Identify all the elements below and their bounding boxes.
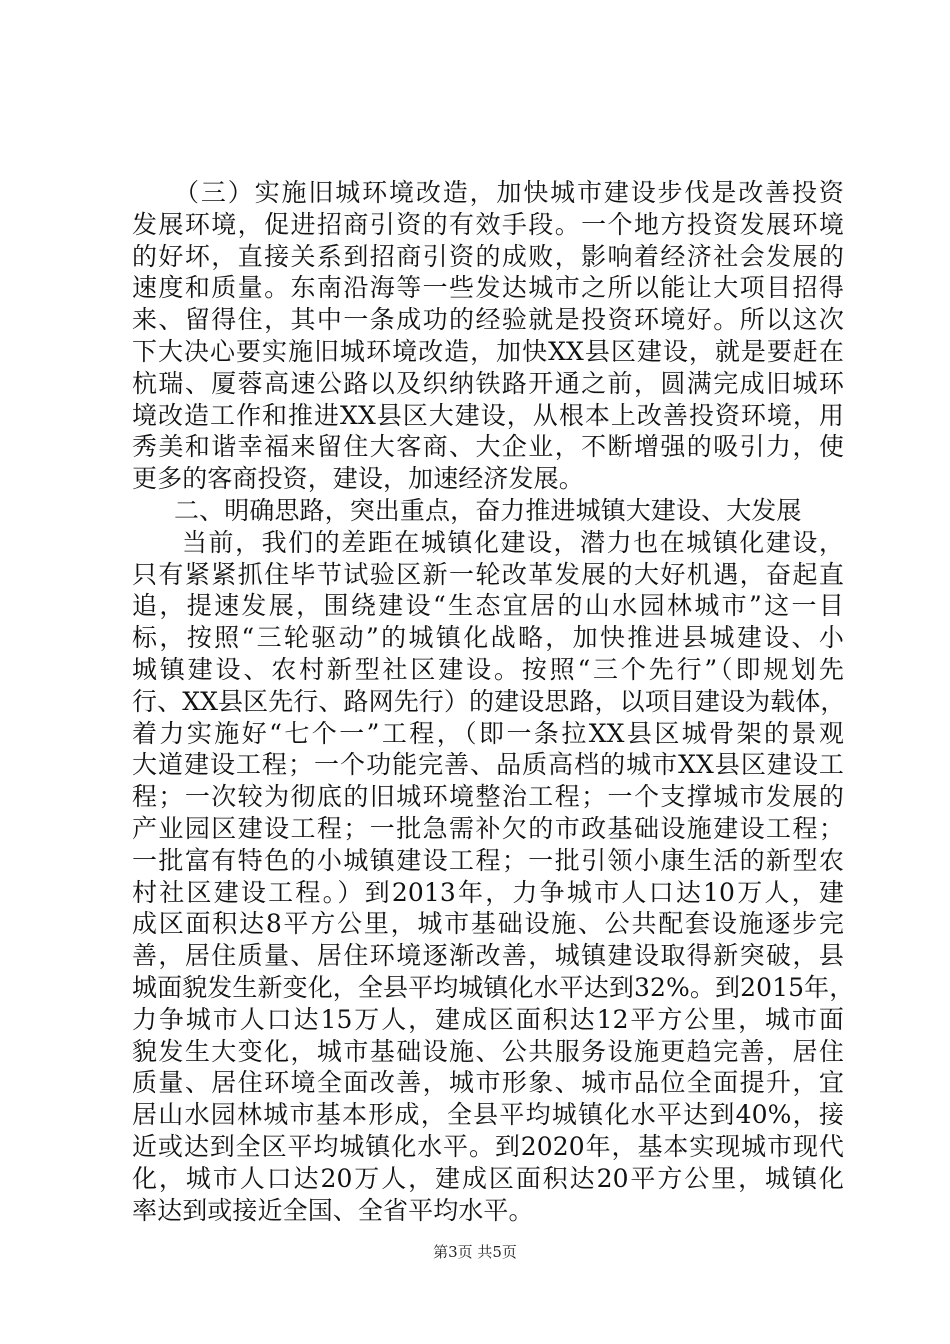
text-line: 一批富有特色的小城镇建设工程；一批引领小康生活的新型农 [132,845,844,875]
text-line: 质量、居住环境全面改善，城市形象、城市品位全面提升，宜 [132,1068,844,1098]
text-line: 境改造工作和推进XX县区大建设，从根本上改善投资环境，用 [132,400,844,430]
text-line: 标，按照“三轮驱动”的城镇化战略，加快推进县城建设、小 [132,623,844,653]
text-line: 速度和质量。东南沿海等一些发达城市之所以能让大项目招得 [132,273,844,303]
text-line: 追，提速发展，围绕建设“生态宜居的山水园林城市”这一目 [132,591,844,621]
text-line: 化，城市人口达20万人，建成区面积达20平方公里，城镇化 [132,1163,844,1193]
text-line: 只有紧紧抓住毕节试验区新一轮改革发展的大好机遇，奋起直 [132,559,844,589]
text-line: 下大决心要实施旧城环境改造，加快XX县区建设，就是要赶在 [132,336,844,366]
text-line: 产业园区建设工程；一批急需补欠的市政基础设施建设工程； [132,813,844,843]
text-line: 城镇建设、农村新型社区建设。按照“三个先行”（即规划先 [132,654,844,684]
text-line: 率达到或接近全国、全省平均水平。 [132,1195,534,1225]
text-line: 成区面积达8平方公里，城市基础设施、公共配套设施逐步完 [132,909,844,939]
text-line: 居山水园林城市基本形成，全县平均城镇化水平达到40%，接 [132,1100,844,1130]
text-line: 来、留得住，其中一条成功的经验就是投资环境好。所以这次 [132,305,844,335]
text-line: 善，居住质量、居住环境逐渐改善，城镇建设取得新突破，县 [132,941,844,971]
body-text [132,177,855,1226]
text-line: 的好坏，直接关系到招商引资的成败，影响着经济社会发展的 [132,241,844,271]
page-number-footer: 第3页 共5页 [433,1243,517,1261]
text-line: 秀美和谐幸福来留住大客商、大企业，不断增强的吸引力，使 [132,432,844,462]
text-line: 貌发生大变化，城市基础设施、公共服务设施更趋完善，居住 [132,1036,844,1066]
text-line: 着力实施好“七个一”工程，（即一条拉XX县区城骨架的景观 [132,718,844,748]
text-line: 村社区建设工程。）到2013年，力争城市人口达10万人，建 [132,877,844,907]
text-line: （三）实施旧城环境改造，加快城市建设步伐是改善投资 [174,178,844,207]
text-line: 发展环境，促进招商引资的有效手段。一个地方投资发展环境 [132,209,844,239]
text-line: 城面貌发生新变化，全县平均城镇化水平达到32%。到2015年， [132,972,855,1002]
section-heading: 二、明确思路，突出重点，奋力推进城镇大建设、大发展 [174,495,802,525]
text-line: 杭瑞、厦蓉高速公路以及织纳铁路开通之前，圆满完成旧城环 [132,368,844,398]
text-line: 程；一次较为彻底的旧城环境整治工程；一个支撑城市发展的 [132,782,844,812]
text-line: 行、XX县区先行、路网先行）的建设思路，以项目建设为载体， [132,686,846,716]
text-line: 近或达到全区平均城镇化水平。到2020年，基本实现城市现代 [132,1131,844,1161]
text-line: 力争城市人口达15万人，建成区面积达12平方公里，城市面 [132,1004,844,1034]
text-line: 更多的客商投资，建设，加速经济发展。 [132,464,584,494]
text-line: 当前，我们的差距在城镇化建设，潜力也在城镇化建设， [182,527,844,557]
text-line: 大道建设工程；一个功能完善、品质高档的城市XX县区建设工 [132,750,844,780]
